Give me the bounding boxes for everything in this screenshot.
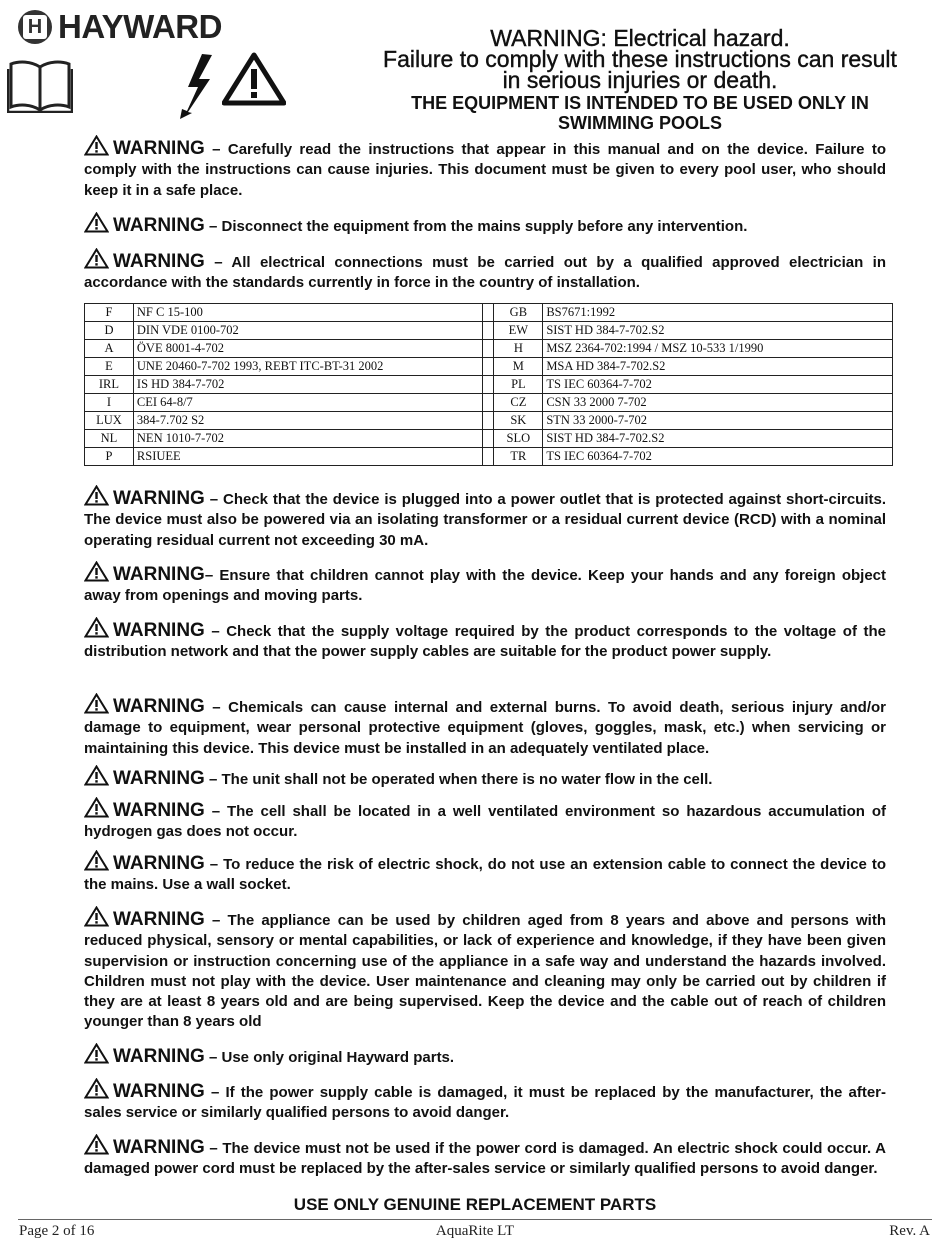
warning-triangle-icon xyxy=(84,850,109,871)
standard: ÖVE 8001-4-702 xyxy=(133,340,483,358)
warning-paragraph xyxy=(84,1134,886,1180)
product-name: AquaRite LT xyxy=(435,1223,515,1239)
country-code: H xyxy=(494,340,543,358)
standard: TS IEC 60364-7-702 xyxy=(543,376,893,394)
table-row xyxy=(85,394,893,412)
warning-paragraph xyxy=(84,850,886,896)
warning-text: – Check that the device is plugged into a power outlet that is protected against short-circuits. The device must also be powered via an isolating transformer or a residual current device (RCD) with a nominal operating residual current not exceeding 30 mA. xyxy=(84,491,886,549)
country-code: M xyxy=(494,358,543,376)
warning-text: – If the power supply cable is damaged, it must be replaced by the manufacturer, the after-sales service or similarly qualified persons to avoid danger. xyxy=(84,1084,886,1122)
standard: IS HD 384-7-702 xyxy=(133,376,483,394)
warning-text: – Check that the supply voltage required by the product corresponds to the voltage of the distribution network and that the power supply cables are suitable for the product power supply. xyxy=(84,623,886,661)
warning-triangle-icon xyxy=(222,52,286,106)
warning-triangle-icon xyxy=(84,906,109,927)
standard: CEI 64-8/7 xyxy=(133,394,483,412)
column-gap xyxy=(483,304,494,322)
country-code: P xyxy=(85,448,134,466)
country-code: A xyxy=(85,340,134,358)
warning-triangle-icon xyxy=(84,1043,109,1064)
warning-text: – All electrical connections must be carried out by a qualified approved electrician in accordance with the standards currently in force in the country of installation. xyxy=(84,254,886,292)
standard: TS IEC 60364-7-702 xyxy=(543,448,893,466)
lightning-bolt-icon xyxy=(178,53,218,119)
warning-label: WARNING xyxy=(113,909,205,930)
warning-text: – Chemicals can cause internal and external burns. To avoid death, serious injury and/or damage to equipment, wear personal protective equipment (gloves, goggles, mask, etc.) when servicing or maintaining this device. This device must be installed in an adequately ventilated place. xyxy=(84,699,886,757)
warning-text: – The cell shall be located in a well ventilated environment so hazardous accumulation of hydrogen gas does not occur. xyxy=(84,803,886,841)
country-code: F xyxy=(85,304,134,322)
genuine-parts-notice: USE ONLY GENUINE REPLACEMENT PARTS xyxy=(293,1195,657,1214)
header-line-2: Failure to comply with these instructions can result xyxy=(383,46,897,72)
warning-text: – The unit shall not be operated when there is no water flow in the cell. xyxy=(204,771,713,788)
warning-text: – To reduce the risk of electric shock, do not use an extension cable to connect the device to the mains. Use a wall socket. xyxy=(84,856,886,894)
warning-label: WARNING xyxy=(113,251,205,272)
page-number: Page 2 of 16 xyxy=(19,1223,95,1239)
warning-label: WARNING xyxy=(113,1081,205,1102)
column-gap xyxy=(483,376,494,394)
country-code: LUX xyxy=(85,412,134,430)
warning-paragraph xyxy=(84,1078,886,1124)
header-line-5: SWIMMING POOLS xyxy=(558,113,722,133)
warning-label: WARNING xyxy=(113,800,205,821)
country-code: PL xyxy=(494,376,543,394)
warning-paragraph xyxy=(84,1043,886,1068)
country-code: IRL xyxy=(85,376,134,394)
warning-label: WARNING xyxy=(113,1046,205,1067)
standard: RSIUEE xyxy=(133,448,483,466)
standard: 384-7.702 S2 xyxy=(133,412,483,430)
country-code: GB xyxy=(494,304,543,322)
standard: SIST HD 384-7-702.S2 xyxy=(543,322,893,340)
warning-text: – Disconnect the equipment from the mains supply before any intervention. xyxy=(204,218,748,235)
footer-divider xyxy=(18,1219,932,1220)
table-row xyxy=(85,322,893,340)
warning-triangle-icon xyxy=(84,765,109,786)
book-icon xyxy=(7,57,73,113)
warning-paragraph xyxy=(84,248,886,294)
warning-triangle-icon xyxy=(84,1078,109,1099)
warning-label: WARNING xyxy=(113,488,205,509)
warning-triangle-icon xyxy=(84,135,109,156)
country-code: NL xyxy=(85,430,134,448)
standard: SIST HD 384-7-702.S2 xyxy=(543,430,893,448)
logo-text: HAYWARD xyxy=(58,8,222,45)
warning-label: WARNING xyxy=(113,696,205,717)
warning-label: WARNING xyxy=(113,853,205,874)
standard: STN 33 2000-7-702 xyxy=(543,412,893,430)
hazard-header xyxy=(345,25,935,133)
warning-label: WARNING xyxy=(113,564,205,585)
warning-paragraph xyxy=(84,693,886,759)
table-row xyxy=(85,430,893,448)
warning-triangle-icon xyxy=(84,248,109,269)
warning-triangle-icon xyxy=(84,617,109,638)
hayward-logo-mark xyxy=(18,10,52,44)
standard: NF C 15-100 xyxy=(133,304,483,322)
table-row xyxy=(85,448,893,466)
warning-text: – The appliance can be used by children aged from 8 years and above and persons with reduced physical, sensory or mental capabilities, or lack of experience and knowledge, if they have been given supervision or instruction concerning use of the appliance in a safe way and understand the hazards involved. Children must not play with the device. User maintenance and cleaning may only be carried out by children if they are at least 8 years old and are being supervised. Keep the device and the cable out of reach of children younger than 8 years old xyxy=(84,912,886,1031)
warning-text: – Carefully read the instructions that appear in this manual and on the device. Failure to comply with the instructions can cause injuries. This document must be given to every pool user, who should keep it in a safe place. xyxy=(84,141,886,199)
warning-label: WARNING xyxy=(113,620,205,641)
warning-paragraph xyxy=(84,212,886,237)
warning-paragraph xyxy=(84,485,886,551)
country-code: I xyxy=(85,394,134,412)
country-code: SK xyxy=(494,412,543,430)
country-code: E xyxy=(85,358,134,376)
standard: UNE 20460-7-702 1993, REBT ITC-BT-31 2002 xyxy=(133,358,483,376)
table-row xyxy=(85,304,893,322)
warning-triangle-icon xyxy=(84,561,109,582)
hayward-logo xyxy=(18,8,246,46)
warning-paragraph xyxy=(84,797,886,843)
logo-mark-letter: H xyxy=(23,15,47,39)
table-row xyxy=(85,412,893,430)
standard: MSA HD 384-7-702.S2 xyxy=(543,358,893,376)
header-line-3: in serious injuries or death. xyxy=(502,67,778,93)
warning-label: WARNING xyxy=(113,768,205,789)
standard: NEN 1010-7-702 xyxy=(133,430,483,448)
warning-label: WARNING xyxy=(113,215,205,236)
header-line-1: WARNING: Electrical hazard. xyxy=(490,25,790,51)
warning-text: – The device must not be used if the power cord is damaged. An electric shock could occur. A damaged power cord must be replaced by the after-sales service or similarly qualified persons to avoid danger. xyxy=(84,1140,886,1178)
country-code: CZ xyxy=(494,394,543,412)
warning-paragraph xyxy=(84,135,886,201)
table-row xyxy=(85,340,893,358)
column-gap xyxy=(483,412,494,430)
country-code: TR xyxy=(494,448,543,466)
column-gap xyxy=(483,430,494,448)
column-gap xyxy=(483,340,494,358)
warning-triangle-icon xyxy=(84,485,109,506)
standard: MSZ 2364-702:1994 / MSZ 10-533 1/1990 xyxy=(543,340,893,358)
warning-paragraph xyxy=(84,561,886,607)
table-row xyxy=(85,358,893,376)
header-line-4: THE EQUIPMENT IS INTENDED TO BE USED ONLY IN xyxy=(411,93,869,113)
revision: Rev. A xyxy=(889,1223,930,1239)
country-code: EW xyxy=(494,322,543,340)
warning-paragraph xyxy=(84,765,886,790)
country-code: D xyxy=(85,322,134,340)
column-gap xyxy=(483,322,494,340)
warning-paragraph xyxy=(84,906,886,1033)
column-gap xyxy=(483,358,494,376)
column-gap xyxy=(483,448,494,466)
warning-text: – Use only original Hayward parts. xyxy=(204,1049,455,1066)
warning-triangle-icon xyxy=(84,693,109,714)
standards-table xyxy=(84,303,893,466)
warning-label: WARNING xyxy=(113,138,205,159)
standard: CSN 33 2000 7-702 xyxy=(543,394,893,412)
warning-label: WARNING xyxy=(113,1137,205,1158)
country-code: SLO xyxy=(494,430,543,448)
warning-text: – Ensure that children cannot play with the device. Keep your hands and any foreign object away from openings and moving parts. xyxy=(84,567,886,605)
table-row xyxy=(85,376,893,394)
warning-triangle-icon xyxy=(84,1134,109,1155)
warning-triangle-icon xyxy=(84,212,109,233)
standard: BS7671:1992 xyxy=(543,304,893,322)
column-gap xyxy=(483,394,494,412)
warning-triangle-icon xyxy=(84,797,109,818)
warning-paragraph xyxy=(84,617,886,663)
standard: DIN VDE 0100-702 xyxy=(133,322,483,340)
